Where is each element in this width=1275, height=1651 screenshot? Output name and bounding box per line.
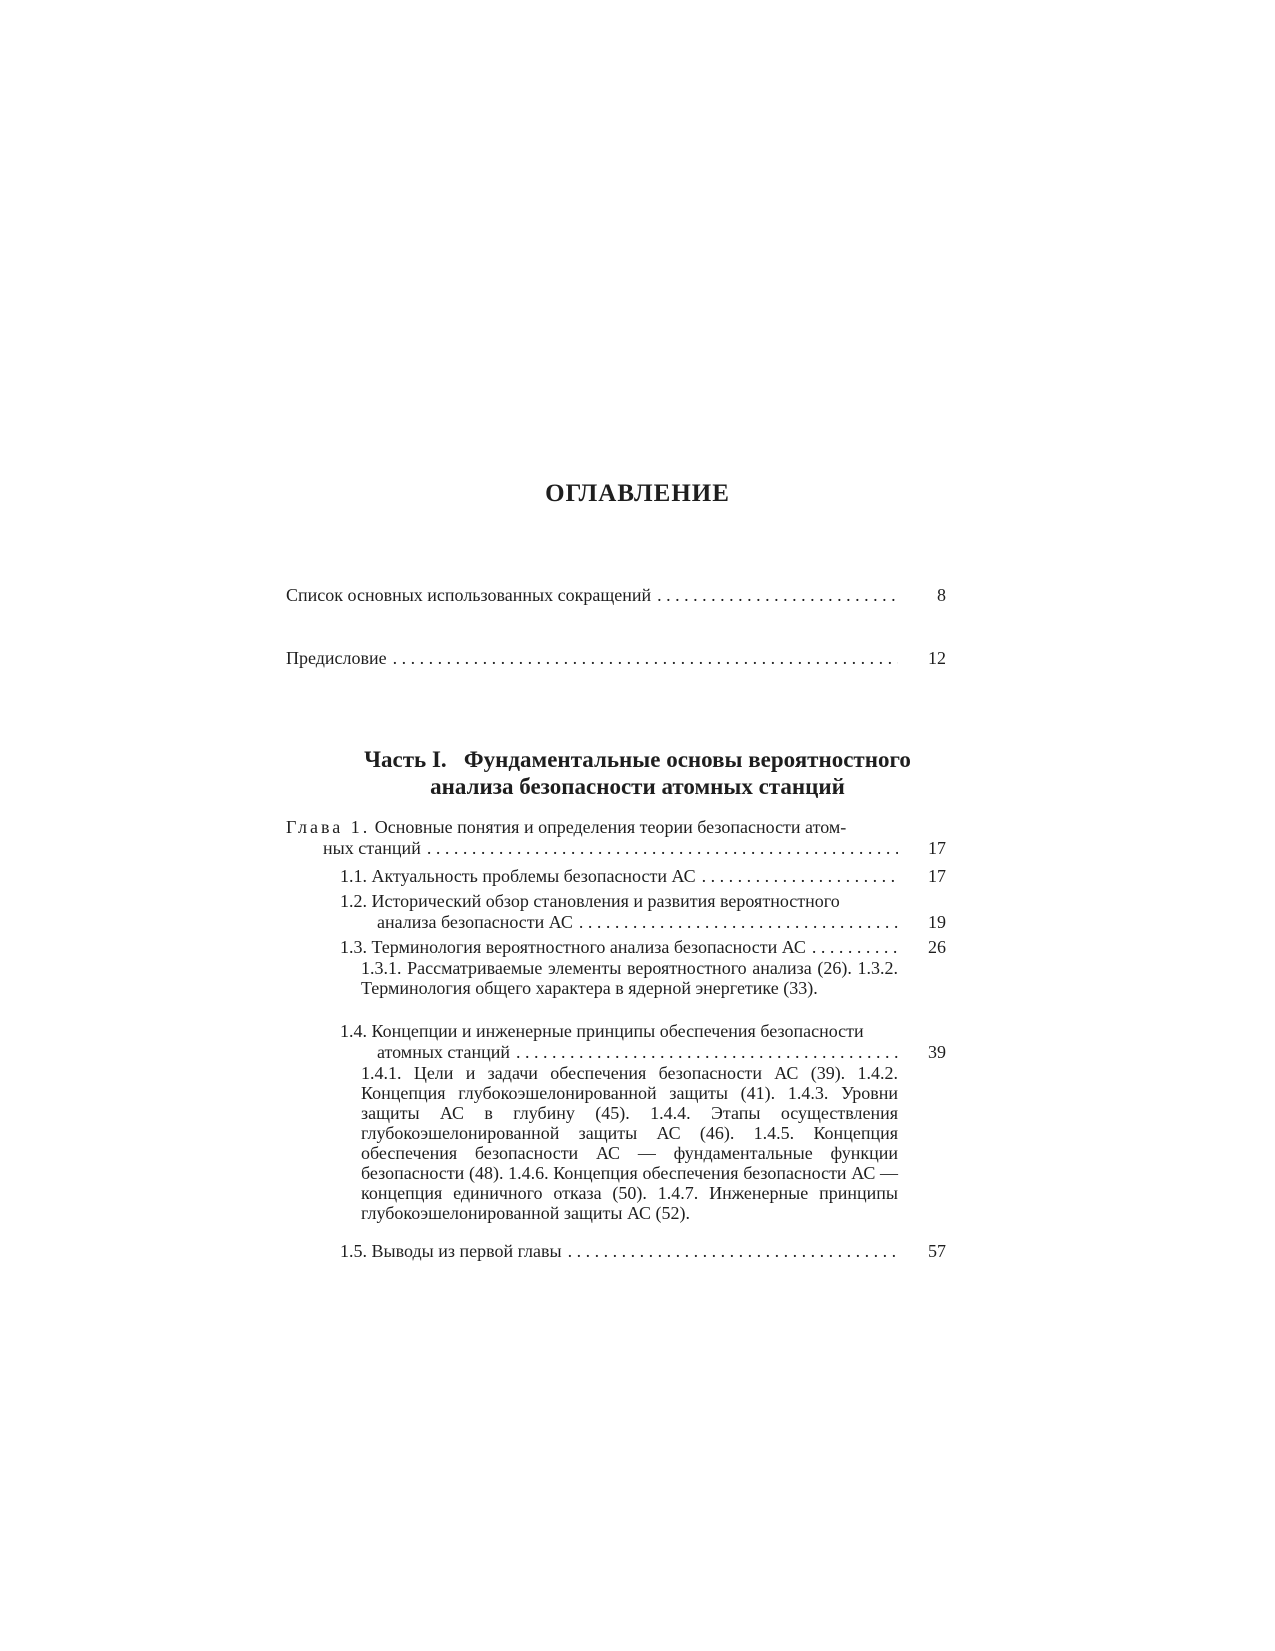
chapter-label: Глава 1. <box>286 817 371 837</box>
part-heading-line2: анализа безопасности атомных станций <box>430 774 845 799</box>
dot-leader <box>516 1042 898 1063</box>
dot-leader <box>812 937 898 958</box>
subsection-list: 1.3.1. Рассматриваемые элементы вероятностного анализа (26). 1.3.2. Терминология общего характера в ядерной энергетике (33). <box>361 958 898 998</box>
section-title-line1: 1.4. Концепции и инженерные принципы обеспечения безопасности <box>340 1021 864 1041</box>
dot-leader <box>568 1241 898 1262</box>
toc-page-number: 26 <box>928 937 946 957</box>
section-title-line1: 1.2. Исторический обзор становления и развития вероятностного <box>340 891 840 911</box>
toc-entry-text: Предисловие <box>286 648 387 668</box>
dot-leader <box>579 912 898 933</box>
dot-leader <box>393 648 898 669</box>
chapter-title-line2: ных станций <box>323 838 421 858</box>
toc-section-1-3[interactable] <box>340 937 946 998</box>
dot-leader <box>427 838 898 859</box>
part-heading <box>0 746 1275 800</box>
toc-page-number: 19 <box>928 912 946 932</box>
toc-section-1-1[interactable] <box>340 866 946 887</box>
dot-leader <box>657 585 898 606</box>
page-title: ОГЛАВЛЕНИЕ <box>545 480 730 507</box>
toc-entry-abbreviations[interactable] <box>286 585 946 606</box>
subsection-list: 1.4.1. Цели и задачи обеспечения безопасности АС (39). 1.4.2. Концепция глубокоэшелонированной защиты (41). 1.4.3. Уровни защиты АС в глубину (45). 1.4.4. Этапы осуществления глубокоэшелонированной защиты АС (46). 1.4.5. Концепция обеспечения безопасности АС — фундаментальные функции безопасности (48). 1.4.6. Концепция обеспечения безопасности АС — концепция единичного отказа (50). 1.4.7. Инженерные принципы глубокоэшелонированной защиты АС (52). <box>361 1063 898 1223</box>
toc-section-1-4[interactable] <box>340 1021 946 1223</box>
part-heading-line1: Часть I. Фундаментальные основы вероятностного <box>364 747 911 772</box>
section-title-line2: атомных станций <box>377 1042 511 1062</box>
toc-page-number: 39 <box>928 1042 946 1062</box>
toc-section-1-5[interactable] <box>340 1241 946 1262</box>
dot-leader <box>702 866 898 887</box>
toc-page-number: 17 <box>928 838 946 858</box>
toc-page-number: 17 <box>928 866 946 886</box>
toc-page-number: 57 <box>928 1241 946 1261</box>
section-title: 1.5. Выводы из первой главы <box>340 1241 562 1261</box>
toc-entry-text: Список основных использованных сокращений <box>286 585 652 605</box>
section-title: 1.3. Терминология вероятностного анализа безопасности АС <box>340 937 806 957</box>
toc-page-number: 12 <box>928 648 946 668</box>
toc-chapter-1[interactable] <box>286 817 946 859</box>
toc-page-number: 8 <box>937 585 946 605</box>
toc-entry-preface[interactable] <box>286 648 946 669</box>
section-title-line2: анализа безопасности АС <box>377 912 573 932</box>
toc-section-1-2[interactable] <box>340 891 946 933</box>
section-title: 1.1. Актуальность проблемы безопасности АС <box>340 866 696 886</box>
chapter-title-line1: Основные понятия и определения теории безопасности атом- <box>374 817 847 837</box>
